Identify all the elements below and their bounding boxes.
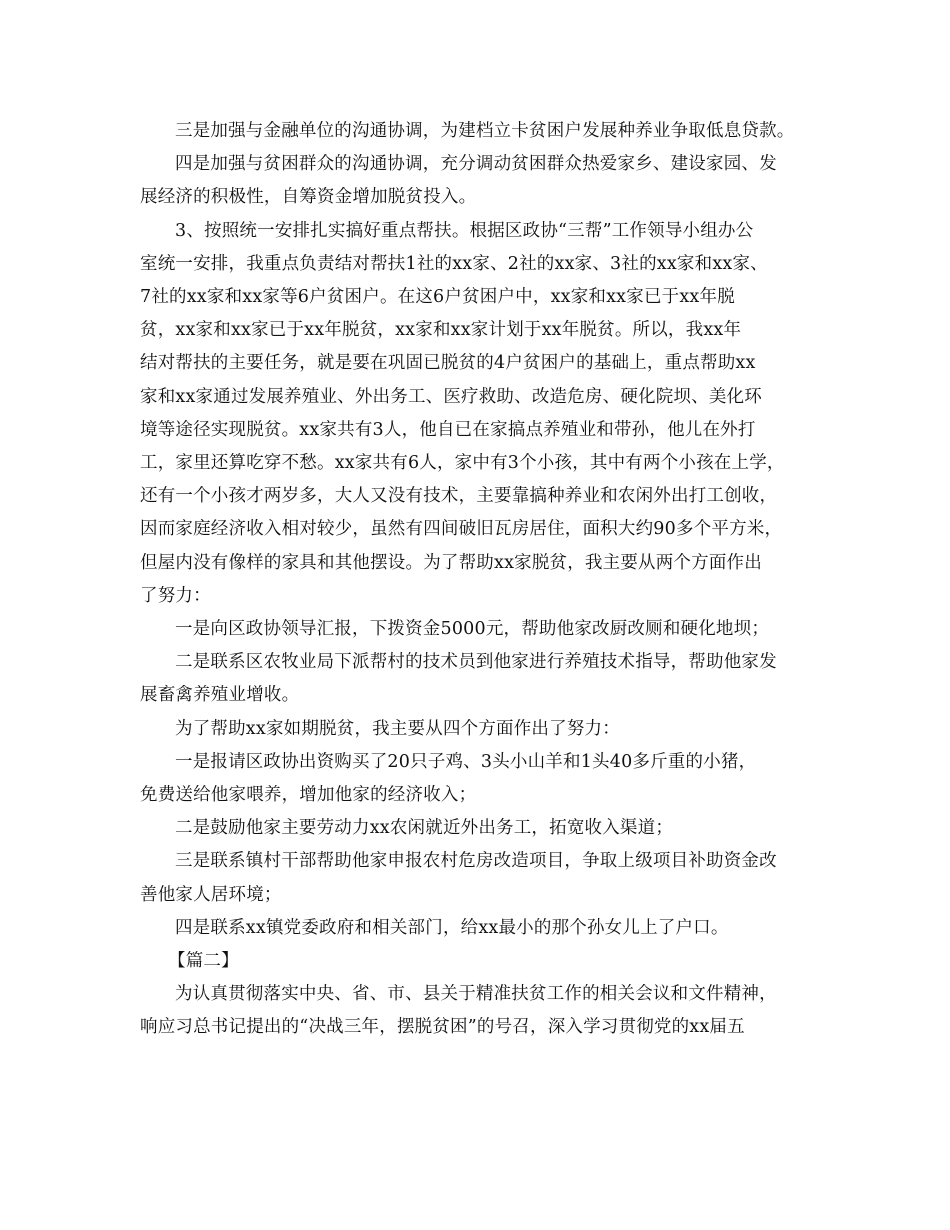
text-line: 三是联系镇村干部帮助他家申报农村危房改造项目，争取上级项目补助资金改 [175, 851, 777, 872]
text-line: 但屋内没有像样的家具和其他摆设。为了帮助xx家脱贫，我主要从两个方面作出 [140, 552, 762, 573]
text-line: 一是报请区政协出资购买了20只子鸡、3头小山羊和1头40多斤重的小猪， [175, 751, 757, 772]
text-line: 展畜禽养殖业增收。 [140, 685, 300, 706]
text-line: 贫，xx家和xx家已于xx年脱贫，xx家和xx家计划于xx年脱贫。所以，我xx年 [140, 320, 742, 341]
document-body [140, 115, 820, 1045]
text-line: 3、按照统一安排扎实搞好重点帮扶。根据区政协“三帮”工作领导小组办公 [175, 220, 754, 241]
text-line: 善他家人居环境； [140, 884, 282, 905]
text-line: 四是加强与贫困群众的沟通协调，充分调动贫困群众热爱家乡、建设家园、发 [175, 154, 777, 175]
text-line: 为了帮助xx家如期脱贫，我主要从四个方面作出了努力： [175, 718, 620, 739]
text-line: 因而家庭经济收入相对较少，虽然有四间破旧瓦房居住，面积大约90多个平方米， [140, 519, 783, 540]
text-line: 境等途径实现脱贫。xx家共有3人，他自已在家搞点养殖业和带孙，他儿在外打 [140, 419, 756, 440]
text-line: 二是联系区农牧业局下派帮村的技术员到他家进行养殖技术指导，帮助他家发 [175, 652, 777, 673]
text-line: 了努力： [140, 585, 211, 606]
text-line: 二是鼓励他家主要劳动力xx农闲就近外出务工，拓宽收入渠道； [175, 818, 674, 839]
text-line: 一是向区政协领导汇报，下拨资金5000元，帮助他家改厨改厕和硬化地坝； [175, 619, 770, 640]
text-line: 免费送给他家喂养，增加他家的经济收入； [140, 785, 477, 806]
text-line: 展经济的积极性，自筹资金增加脱贫投入。 [140, 187, 477, 208]
text-line: 四是联系xx镇党委政府和相关部门，给xx最小的那个孙女儿上了户口。 [175, 917, 729, 938]
text-line: 三是加强与金融单位的沟通协调，为建档立卡贫困户发展种养业争取低息贷款。 [175, 121, 795, 141]
text-line: 响应习总书记提出的“决战三年，摆脱贫困”的号召，深入学习贯彻党的xx届五 [140, 1017, 745, 1038]
text-line: 工，家里还算吃穿不愁。xx家共有6人，家中有3个小孩，其中有两个小孩在上学， [140, 453, 785, 474]
section-heading: 【篇二】 [168, 951, 239, 972]
text-line: 7社的xx家和xx家等6户贫困户。在这6户贫困户中，xx家和xx家已于xx年脱 [140, 287, 735, 308]
text-line: 室统一安排，我重点负责结对帮扶1社的xx家、2社的xx家、3社的xx家和xx家、 [140, 253, 768, 274]
text-line: 为认真贯彻落实中央、省、市、县关于精准扶贫工作的相关会议和文件精神， [175, 984, 777, 1005]
text-line: 还有一个小孩才两岁多，大人又没有技术，主要靠搞种养业和农闲外出打工创收， [140, 486, 778, 507]
text-line: 家和xx家通过发展养殖业、外出务工、医疗救助、改造危房、硬化院坝、美化环 [140, 386, 762, 407]
text-line: 结对帮扶的主要任务，就是要在巩固已脱贫的4户贫困户的基础上，重点帮助xx [140, 353, 756, 374]
